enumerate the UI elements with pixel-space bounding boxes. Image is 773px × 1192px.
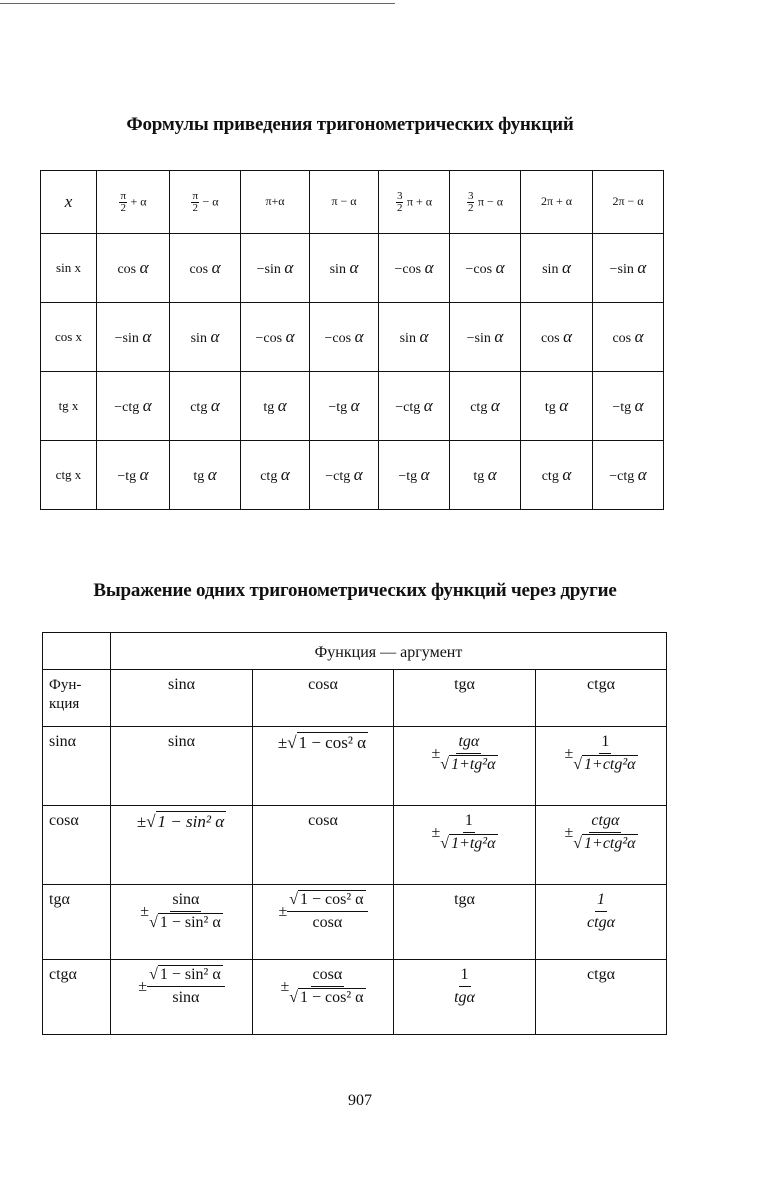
cell-cos-from-cos: cosα — [253, 806, 394, 885]
expr-row-label-cos: cosα — [43, 806, 111, 885]
expr-row-label-ctg: ctgα — [43, 960, 111, 1035]
expr-col-cos: cosα — [253, 670, 394, 727]
cell-sin-from-tg: ± tgα √ 1+tg²α — [394, 727, 536, 806]
reduction-cell: tg α — [241, 372, 310, 441]
reduction-row-label: ctg x — [41, 441, 97, 510]
reduction-cell: tg α — [450, 441, 521, 510]
reduction-cell: ctg α — [521, 441, 593, 510]
reduction-cell: −ctg α — [379, 372, 450, 441]
reduction-cell: −ctg α — [310, 441, 379, 510]
reduction-cell: −sin α — [241, 234, 310, 303]
cell-ctg-from-sin: ± $\frac{\text{√ 1 − sin² α}}{\sin\alpha}$ — [111, 960, 253, 1035]
header-2pi-minus: 2π − α — [593, 171, 664, 234]
expr-row-label-tg: tgα — [43, 885, 111, 960]
cell-sin-from-ctg: ± 1 √ 1+ctg²α — [536, 727, 667, 806]
expr-span-header-row — [43, 633, 667, 670]
expr-blank-corner — [43, 633, 111, 670]
reduction-cell: −tg α — [379, 441, 450, 510]
cell-tg-from-ctg: 1 ctgα — [536, 885, 667, 960]
cell-cos-from-tg: ± $\frac{1}{\text{√ 1+tg²α}}$ — [394, 806, 536, 885]
expr-col-sin: sinα — [111, 670, 253, 727]
expr-row-label-sin: sinα — [43, 727, 111, 806]
reduction-cell: ctg α — [170, 372, 241, 441]
cell-cos-from-sin: ±√ 1 − sin² α — [111, 806, 253, 885]
reduction-cell: cos α — [521, 303, 593, 372]
expr-row-cos — [43, 806, 667, 885]
reduction-corner: x — [41, 171, 97, 234]
reduction-cell: −cos α — [241, 303, 310, 372]
reduction-row-label: tg x — [41, 372, 97, 441]
reduction-cell: sin α — [521, 234, 593, 303]
cell-tg-from-cos: ± $\frac{\text{√ 1 − cos² α}}{\cos\alpha}$ — [253, 885, 394, 960]
header-pi-minus: π − α — [310, 171, 379, 234]
cell-sin-from-cos: ±√ 1 − cos² α — [253, 727, 394, 806]
reduction-cell: cos α — [593, 303, 664, 372]
reduction-row-label: sin x — [41, 234, 97, 303]
expr-row-ctg — [43, 960, 667, 1035]
expr-col-ctg: ctgα — [536, 670, 667, 727]
header-pi-plus: π+α — [241, 171, 310, 234]
reduction-cell: −tg α — [310, 372, 379, 441]
reduction-table — [40, 170, 664, 510]
page-number: 907 — [348, 1092, 372, 1109]
reduction-cell: −sin α — [593, 234, 664, 303]
expr-span-header: Функция — аргумент — [111, 633, 667, 670]
cell-tg-from-sin: ± $\frac{\sin\alpha}{\text{√ 1 − sin² α}}$ — [111, 885, 253, 960]
reduction-cell: −tg α — [593, 372, 664, 441]
reduction-body — [41, 234, 664, 510]
page-title-expressions: Выражение одних тригонометрических функций через другие — [93, 580, 617, 601]
header-pi-half-minus: $\frac{\pi}{2}$ − α — [170, 171, 241, 234]
reduction-cell: −ctg α — [593, 441, 664, 510]
cell-ctg-from-ctg: ctgα — [536, 960, 667, 1035]
expr-column-header-row — [43, 670, 667, 727]
reduction-cell: tg α — [170, 441, 241, 510]
reduction-cell: −ctg α — [97, 372, 170, 441]
reduction-header-row — [41, 171, 664, 234]
reduction-cell: cos α — [170, 234, 241, 303]
reduction-row — [41, 234, 664, 303]
cell-ctg-from-cos: ± $\frac{\cos\alpha}{\text{√ 1 − cos² α}}$ — [253, 960, 394, 1035]
reduction-row — [41, 303, 664, 372]
reduction-cell: sin α — [170, 303, 241, 372]
cell-tg-from-tg: tgα — [394, 885, 536, 960]
cell-cos-from-ctg: ± ctgα √ 1+ctg²α — [536, 806, 667, 885]
cell-sin-from-sin: sinα — [111, 727, 253, 806]
expr-col-tg: tgα — [394, 670, 536, 727]
reduction-cell: sin α — [379, 303, 450, 372]
header-3pi-half-minus: $\frac{3}{2}$ π − α — [450, 171, 521, 234]
cell-ctg-from-tg: 1 tgα — [394, 960, 536, 1035]
header-pi-half-plus: $\frac{\pi}{2}$ + α — [97, 171, 170, 234]
reduction-cell: −cos α — [450, 234, 521, 303]
reduction-cell: −cos α — [379, 234, 450, 303]
expression-table — [42, 632, 667, 1035]
reduction-row-label: cos x — [41, 303, 97, 372]
page-title-reduction: Формулы приведения тригонометрических функций — [126, 114, 574, 135]
reduction-cell: ctg α — [450, 372, 521, 441]
reduction-cell: −sin α — [450, 303, 521, 372]
expr-row-tg — [43, 885, 667, 960]
header-3pi-half-plus: $\frac{3}{2}$ π + α — [379, 171, 450, 234]
reduction-row — [41, 441, 664, 510]
expr-row-sin — [43, 727, 667, 806]
reduction-cell: cos α — [97, 234, 170, 303]
reduction-cell: tg α — [521, 372, 593, 441]
header-2pi-plus: 2π + α — [521, 171, 593, 234]
expr-corner: Фун- кция — [43, 670, 111, 727]
reduction-cell: ctg α — [241, 441, 310, 510]
reduction-cell: sin α — [310, 234, 379, 303]
reduction-cell: −sin α — [97, 303, 170, 372]
top-rule — [0, 3, 395, 4]
reduction-cell: −tg α — [97, 441, 170, 510]
reduction-row — [41, 372, 664, 441]
reduction-cell: −cos α — [310, 303, 379, 372]
